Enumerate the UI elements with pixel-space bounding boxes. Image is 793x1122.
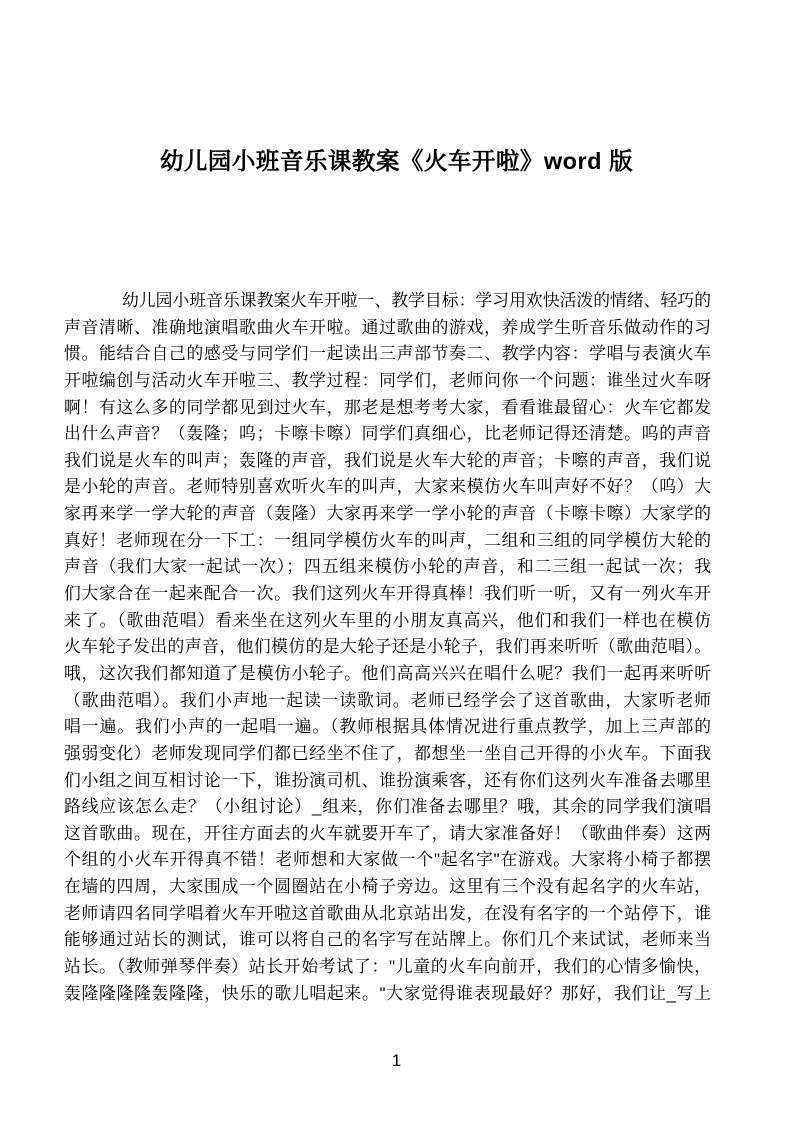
page-number: 1 (391, 1051, 402, 1070)
text-line: 声音清晰、准确地演唱歌曲火车开啦。通过歌曲的游戏，养成学生听音乐做动作的习 (64, 317, 711, 337)
text-line: 来了。（歌曲范唱）看来坐在这列火车里的小朋友真高兴，他们和我们一样也在模仿 (64, 610, 711, 630)
text-line: 是小轮的声音。老师特别喜欢听火车的叫声，大家来模仿火车叫声好不好？（呜）大 (64, 477, 711, 497)
text-line: 惯。能结合自己的感受与同学们一起读出三声部节奏二、教学内容：学唱与表演火车 (64, 344, 711, 364)
text-line: 唱一遍。我们小声的一起唱一遍。（教师根据具体情况进行重点教学，加上三声部的 (64, 717, 711, 737)
text-line: 在墙的四周，大家围成一个圆圈站在小椅子旁边。这里有三个没有起名字的火车站， (64, 877, 711, 897)
text-line: （歌曲范唱）。我们小声地一起读一读歌词。老师已经学会了这首歌曲，大家听老师 (64, 690, 711, 710)
document-body (64, 288, 711, 1007)
text-line: 开啦编创与活动火车开啦三、教学过程：同学们，老师问你一个问题：谁坐过火车呀 (64, 370, 711, 390)
text-line: 们小组之间互相讨论一下，谁扮演司机、谁扮演乘客，还有你们这列火车准备去哪里 (64, 770, 711, 790)
text-line: 哦，这次我们都知道了是模仿小轮子。他们高高兴兴在唱什么呢？我们一起再来听听 (64, 663, 711, 683)
text-line: 站长。（教师弹琴伴奏）站长开始考试了："儿童的火车向前开，我们的心情多愉快， (64, 957, 711, 977)
document-title: 幼儿园小班音乐课教案《火车开啦》word 版 (159, 147, 634, 174)
text-line: 啊！有这么多的同学都见到过火车，那老是想考考大家，看看谁最留心：火车它都发 (64, 397, 711, 417)
text-line: 我们说是火车的叫声；轰隆的声音，我们说是火车大轮的声音；卡嚓的声音，我们说 (64, 450, 711, 470)
text-line: 强弱变化）老师发现同学们都已经坐不住了，都想坐一坐自己开得的小火车。下面我 (64, 743, 711, 763)
text-line: 路线应该怎么走？（小组讨论）_组来，你们准备去哪里？哦，其余的同学我们演唱 (64, 797, 711, 817)
text-line: 声音（我们大家一起试一次）；四五组来模仿小轮的声音，和二三组一起试一次；我 (64, 557, 711, 577)
text-line: 火车轮子发出的声音，他们模仿的是大轮子还是小轮子，我们再来听听（歌曲范唱）。 (64, 637, 711, 657)
text-line: 家再来学一学大轮的声音（轰隆）大家再来学一学小轮的声音（卡嚓卡嚓）大家学的 (64, 504, 711, 524)
text-line: 轰隆隆隆隆轰隆隆，快乐的歌儿唱起来。"大家觉得谁表现最好？那好，我们让_写上 (64, 983, 711, 1003)
text-line: 们大家合在一起来配合一次。我们这列火车开得真棒！我们听一听，又有一列火车开 (64, 584, 711, 604)
text-line: 个组的小火车开得真不错！老师想和大家做一个"起名字"在游戏。大家将小椅子都摆 (64, 850, 711, 870)
text-line: 这首歌曲。现在，开往方面去的火车就要开车了，请大家准备好！（歌曲伴奏）这两 (64, 823, 711, 843)
text-line: 出什么声音？（轰隆；呜；卡嚓卡嚓）同学们真细心，比老师记得还清楚。呜的声音 (64, 424, 711, 444)
page-footer (0, 1048, 793, 1074)
text-line: 幼儿园小班音乐课教案火车开啦一、教学目标：学习用欢快活泼的情绪、轻巧的 (122, 291, 711, 310)
text-line: 真好！老师现在分一下工：一组同学模仿火车的叫声，二组和三组的同学模仿大轮的 (64, 530, 711, 550)
text-line: 能够通过站长的测试，谁可以将自己的名字写在站牌上。你们几个来试试，老师来当 (64, 930, 711, 950)
text-line: 老师请四名同学唱着火车开啦这首歌曲从北京站出发，在没有名字的一个站停下，谁 (64, 903, 711, 923)
